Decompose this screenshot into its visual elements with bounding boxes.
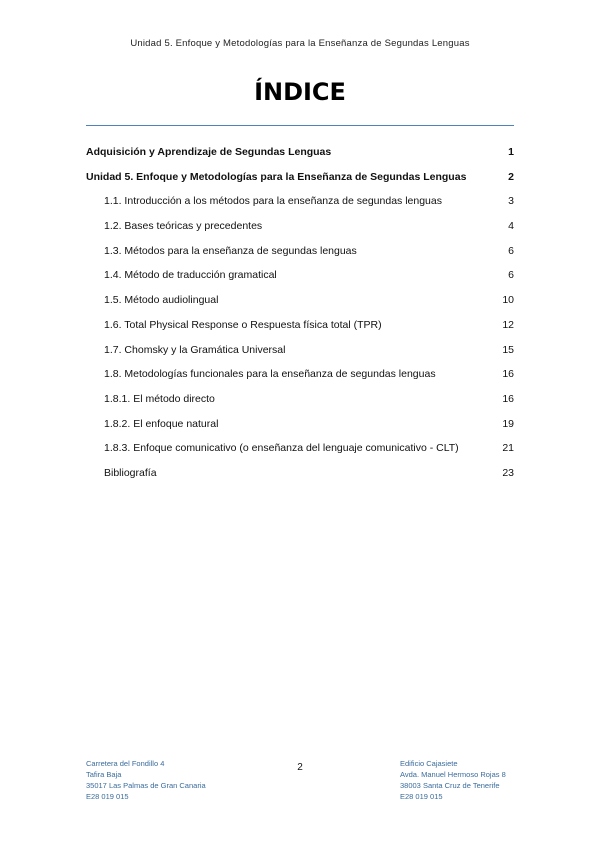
toc-entry[interactable] (86, 189, 514, 214)
toc-entry-page: 3 (508, 195, 514, 208)
toc-entry[interactable] (86, 263, 514, 288)
toc-entry[interactable] (86, 362, 514, 387)
toc-entry-title: 1.8.3. Enfoque comunicativo (o enseñanza del lenguaje comunicativo - CLT) (104, 442, 459, 455)
page-number: 2 (297, 762, 303, 773)
footer-line: 38003 Santa Cruz de Tenerife (400, 781, 500, 790)
toc-entry-title: 1.3. Métodos para la enseñanza de segundas lenguas (104, 244, 357, 257)
toc-entry-page: 23 (502, 466, 514, 479)
toc-entry[interactable] (86, 412, 514, 437)
toc-entry[interactable] (86, 288, 514, 313)
toc-entry-page: 2 (508, 170, 514, 183)
toc-entry[interactable] (86, 313, 514, 338)
toc-entry-title: 1.7. Chomsky y la Gramática Universal (104, 343, 286, 356)
toc-entry-page: 16 (502, 368, 514, 381)
toc-entry[interactable] (86, 461, 514, 486)
toc-entry[interactable] (86, 214, 514, 239)
toc-entry-page: 19 (502, 417, 514, 430)
toc-entry[interactable] (86, 239, 514, 264)
toc-entry-title: Adquisición y Aprendizaje de Segundas Lenguas (86, 146, 332, 158)
footer-line: Carretera del Fondillo 4 (86, 759, 165, 768)
toc-entry[interactable] (86, 387, 514, 412)
toc-entry-page: 6 (508, 244, 514, 257)
toc-entry-page: 6 (508, 269, 514, 282)
toc-entry-title: Bibliografía (104, 466, 157, 479)
toc-entry-page: 16 (502, 392, 514, 405)
footer-line: E28 019 015 (86, 792, 129, 801)
toc-entry-page: 4 (508, 220, 514, 233)
toc-entry-page: 1 (508, 146, 514, 158)
toc-entry-page: 12 (502, 318, 514, 331)
footer-line: Avda. Manuel Hermoso Rojas 8 (400, 770, 506, 779)
toc-entry-page: 21 (502, 442, 514, 455)
toc-entry-title: 1.4. Método de traducción gramatical (104, 269, 277, 282)
toc-entry[interactable] (86, 165, 514, 190)
toc-entry-title: 1.5. Método audiolingual (104, 294, 219, 307)
toc-entry[interactable] (86, 140, 514, 165)
toc-entry-title: 1.8. Metodologías funcionales para la enseñanza de segundas lenguas (104, 368, 436, 381)
toc-entry-title: 1.1. Introducción a los métodos para la enseñanza de segundas lenguas (104, 195, 442, 208)
footer-address-right (400, 758, 506, 802)
toc-entry-title: 1.2. Bases teóricas y precedentes (104, 220, 263, 233)
toc-entry-title: 1.8.2. El enfoque natural (104, 417, 219, 430)
toc-entry-title: 1.6. Total Physical Response o Respuesta física total (TPR) (104, 318, 382, 331)
footer-line: E28 019 015 (400, 792, 443, 801)
table-of-contents (86, 140, 514, 486)
running-header: Unidad 5. Enfoque y Metodologías para la Enseñanza de Segundas Lenguas (130, 38, 470, 49)
toc-entry-page: 10 (502, 294, 514, 307)
toc-entry[interactable] (86, 338, 514, 363)
toc-entry-page: 15 (502, 343, 514, 356)
title-divider (86, 125, 514, 126)
footer-line: Edificio Cajasiete (400, 759, 458, 768)
footer-line: 35017 Las Palmas de Gran Canaria (86, 781, 206, 790)
footer-line: Tafira Baja (86, 770, 122, 779)
toc-entry[interactable] (86, 436, 514, 461)
toc-entry-title: Unidad 5. Enfoque y Metodologías para la Enseñanza de Segundas Lenguas (86, 170, 467, 183)
page-title: ÍNDICE (254, 78, 346, 106)
toc-entry-title: 1.8.1. El método directo (104, 392, 215, 405)
